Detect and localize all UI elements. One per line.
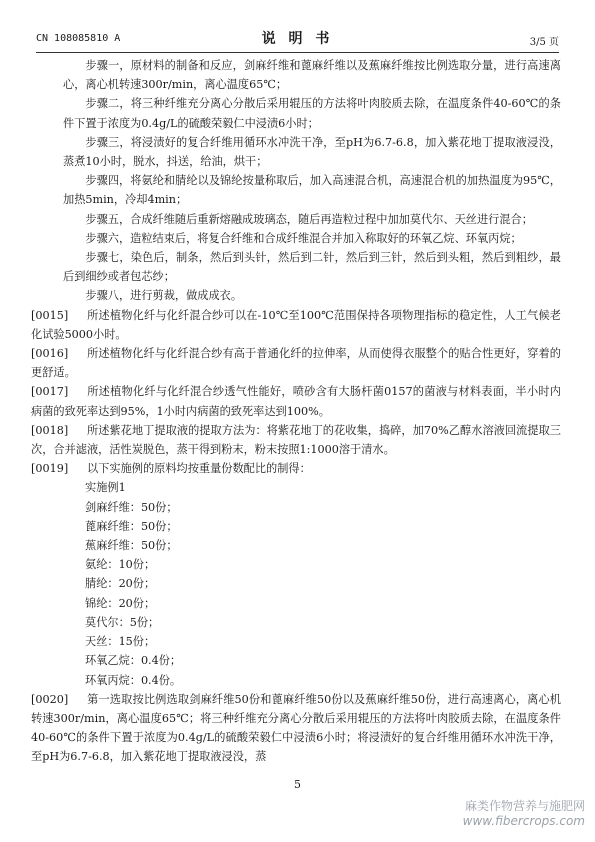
step-4: 步骤四，将氨纶和腈纶以及锦纶按量称取后，加入高速混合机，高速混合机的加热温度为95℃，加热5min，冷却4min； — [63, 174, 561, 207]
step-6: 步骤六，造粒结束后，将复合纤维和合成纤维混合并加入称取好的环氧乙烷、环氧丙烷； — [85, 231, 522, 245]
paragraph-text: 第一选取按比例选取剑麻纤维50份和蓖麻纤维50份以及蕉麻纤维50份，进行高速离心，离心机转速300r/min，离心温度65℃；将三种纤维充分离心分散后采用辊压的方法将叶肉胶质去除，在温度条件40-60℃的条件下置于浓度为0.4g/L的硫酸荣毅仁中浸渍6小时；将浸渍好的复合纤维用循环水冲洗干净，至pH为6.7-6.8，加入紫花地丁提取液浸没，蒸 — [31, 692, 561, 764]
watermark-url: www.fibercrops.com — [462, 814, 585, 828]
list-item: 天丝：15份； — [85, 635, 156, 649]
step-3: 步骤三，将浸渍好的复合纤维用循环水冲洗干净，至pH为6.7-6.8，加入紫花地丁提取液浸没，蒸煮10小时，脱水，抖送，给油，烘干； — [63, 135, 561, 169]
paragraph-0015 — [31, 306, 561, 344]
paragraph-text: 所述植物化纤与化纤混合纱可以在-10℃至100℃范围保持各项物理指标的稳定性，人工气候老化试验5000小时。 — [31, 308, 561, 341]
paragraph-text: 所述植物化纤与化纤混合纱透气性能好，喷砂含有大肠杆菌0157的菌液与材料表面，半小时内病菌的致死率达到95%，1小时内病菌的致死率达到100%。 — [31, 385, 561, 418]
list-item: 蕉麻纤维：50份； — [85, 539, 178, 553]
step-2: 步骤二，将三种纤维充分离心分散后采用辊压的方法将叶肉胶质去除，在温度条件40-60℃的条件下置于浓度为0.4g/L的硫酸荣毅仁中浸渍6小时； — [63, 97, 561, 130]
list-item: 环氧乙烷：0.4份； — [85, 654, 182, 668]
paragraph-0019 — [31, 459, 561, 478]
list-item: 腈纶：20份； — [85, 577, 156, 591]
list-item: 蓖麻纤维：50份； — [85, 519, 178, 533]
paragraph-number: [0016] — [31, 347, 69, 361]
paragraph-0018 — [31, 421, 561, 459]
list-item: 环氧丙烷：0.4份。 — [85, 673, 182, 687]
paragraph-number: [0017] — [31, 385, 69, 399]
page-header — [36, 27, 559, 49]
publication-number: CN 108085810 A — [36, 33, 121, 44]
paragraph-number: [0019] — [31, 462, 69, 476]
step-1: 步骤一，原材料的制备和反应，剑麻纤维和蓖麻纤维以及蕉麻纤维按比例选取分量，进行高速离心，离心机转速300r/min，离心温度65℃； — [63, 59, 561, 92]
document-title: 说 明 书 — [261, 31, 334, 47]
document-body — [31, 56, 561, 767]
page-number: 5 — [294, 778, 301, 791]
list-item: 氨纶：10份； — [85, 558, 156, 572]
step-5: 步骤五，合成纤维随后重新熔融成玻璃态，随后再造粒过程中加加莫代尔、天丝进行混合； — [85, 212, 533, 226]
watermark — [463, 797, 585, 828]
example-heading: 实施例1 — [85, 481, 126, 495]
step-8: 步骤八，进行剪裁，做成成衣。 — [85, 289, 243, 303]
paragraph-0017 — [31, 382, 561, 420]
paragraph-text: 所述紫花地丁提取液的提取方法为：将紫花地丁的花收集，捣碎，加70%乙醇水溶液回流提取三次，合并滤液，活性炭脱色，蒸干得到粉末，粉末按照1:1000溶于清水。 — [31, 423, 561, 457]
paragraph-0020 — [31, 690, 561, 767]
page-info: 3/5 页 — [529, 37, 559, 48]
watermark-site-name: 麻类作物营养与施肥网 — [464, 799, 585, 813]
paragraph-0016 — [31, 344, 561, 382]
list-item: 剑麻纤维：50份； — [85, 500, 178, 514]
paragraph-number: [0015] — [31, 308, 69, 322]
list-item: 锦纶：20份； — [85, 596, 156, 610]
example-list — [63, 478, 561, 689]
header-rule — [36, 52, 559, 53]
list-item: 莫代尔：5份； — [85, 615, 160, 629]
step-7: 步骤七，染色后，制条，然后到头针，然后到二针，然后到三针，然后到头粗，然后到粗纱，最后到细纱或者包芯纱； — [63, 251, 561, 284]
paragraph-text: 以下实施例的原料均按重量份数配比的制得： — [87, 462, 311, 476]
paragraph-text: 所述植物化纤与化纤混合纱有高于普通化纤的拉伸率，从而使得衣服整个的贴合性更好，穿着的更舒适。 — [31, 347, 561, 380]
paragraph-number: [0018] — [31, 423, 69, 437]
paragraph-number: [0020] — [31, 692, 69, 706]
